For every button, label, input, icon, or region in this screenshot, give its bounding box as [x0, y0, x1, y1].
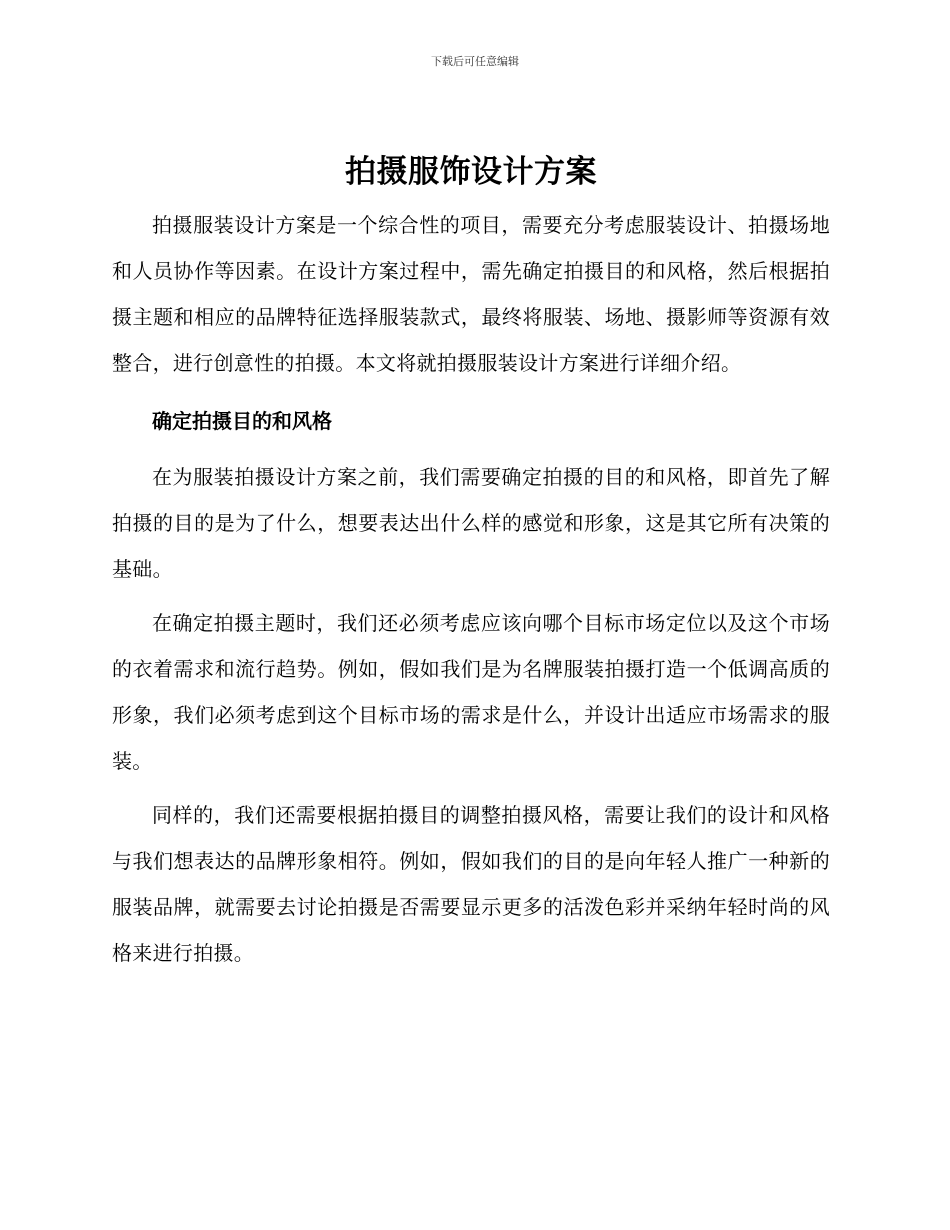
section-paragraph-1: 在为服装拍摄设计方案之前，我们需要确定拍摄的目的和风格，即首先了解拍摄的目的是为了什么，想要表达出什么样的感觉和形象，这是其它所有决策的基础。: [112, 465, 830, 581]
document-title: 拍摄服饰设计方案: [345, 154, 597, 190]
intro-paragraph: 拍摄服装设计方案是一个综合性的项目，需要充分考虑服装设计、拍摄场地和人员协作等因素。在设计方案过程中，需先确定拍摄目的和风格，然后根据拍摄主题和相应的品牌特征选择服装款式，最终将服装、场地、摄影师等资源有效整合，进行创意性的拍摄。本文将就拍摄服装设计方案进行详细介绍。: [112, 213, 830, 375]
document-body: [112, 150, 830, 976]
section-heading: 确定拍摄目的和风格: [152, 409, 332, 433]
section-paragraph-3: 同样的，我们还需要根据拍摄目的调整拍摄风格，需要让我们的设计和风格与我们想表达的品牌形象相符。例如，假如我们的目的是向年轻人推广一种新的服装品牌，就需要去讨论拍摄是否需要显示更多的活泼色彩并采纳年轻时尚的风格来进行拍摄。: [112, 803, 830, 965]
section-paragraph-2: 在确定拍摄主题时，我们还必须考虑应该向哪个目标市场定位以及这个市场的衣着需求和流行趋势。例如，假如我们是为名牌服装拍摄打造一个低调高质的形象，我们必须考虑到这个目标市场的需求是什么，并设计出适应市场需求的服装。: [112, 611, 830, 773]
header-note: 下载后可任意编辑: [431, 55, 519, 68]
